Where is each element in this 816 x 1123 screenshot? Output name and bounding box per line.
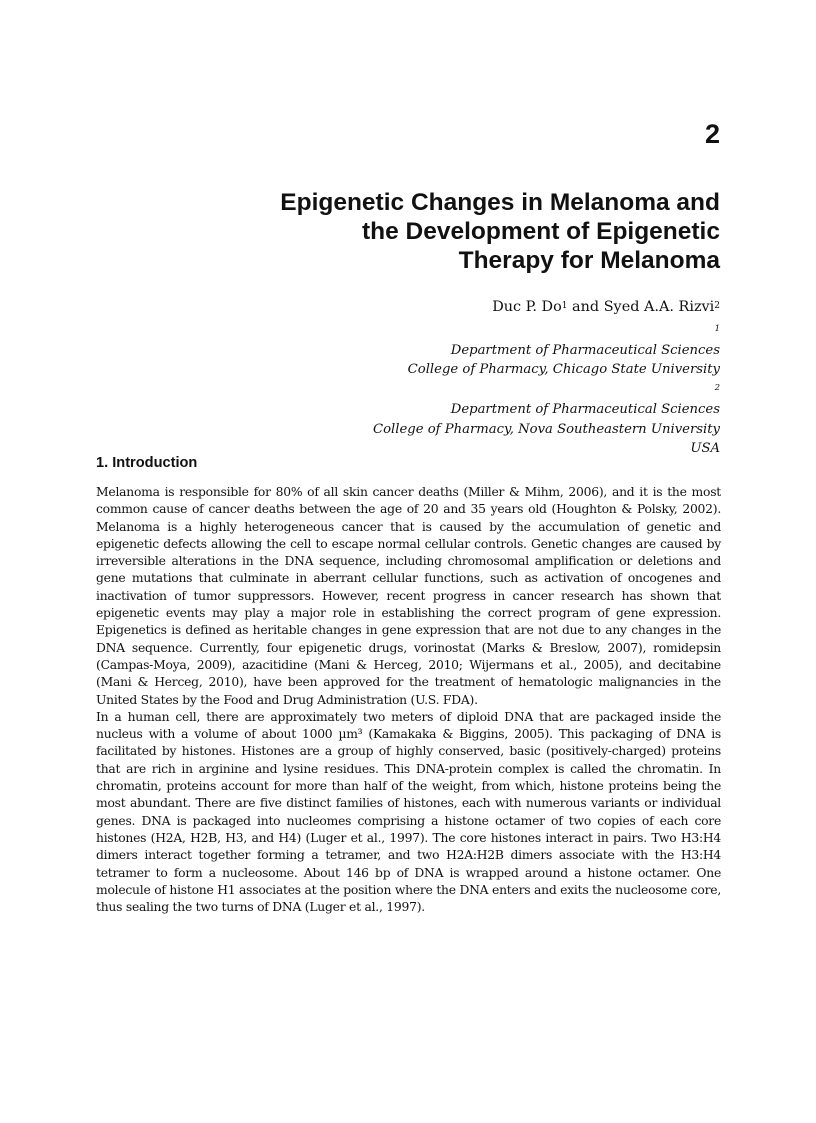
- author-joiner: and: [567, 299, 604, 315]
- chapter-title-line: the Development of Epigenetic: [361, 218, 720, 245]
- author-name: Duc P. Do: [492, 299, 562, 315]
- affiliation-block: [160, 321, 720, 459]
- affiliation-marker: 2: [714, 383, 720, 394]
- body-text: [96, 484, 721, 916]
- affiliation-line: College of Pharmacy, Chicago State University: [407, 362, 720, 378]
- affiliation-marker: 1: [561, 301, 568, 311]
- affiliation-line: College of Pharmacy, Nova Southeastern University: [373, 421, 720, 437]
- author-line: [160, 297, 720, 317]
- paragraph: In a human cell, there are approximately two meters of diploid DNA that are packaged inside the nucleus with a volume of about 1000 µm³ (Kamakaka & Biggins, 2005). This packaging of DNA is facilitated by histones. Histones are a group of highly conserved, basic (positively-charged) proteins that are rich in arginine and lysine residues. This DNA-protein complex is called the chromatin. In chromatin, proteins account for more than half of the weight, from which, histone proteins being the most abundant. There are five distinct families of histones, each with numerous variants or individual genes. DNA is packaged into nucleomes comprising a histone octamer of two copies of each core histones (H2A, H2B, H3, and H4) (Luger et al., 1997). The core histones interact in pairs. Two H3:H4 dimers interact together forming a tetramer, and two H2A:H2B dimers associate with the H3:H4 tetramer to form a nucleosome. About 146 bp of DNA is wrapped around a histone octamer. One molecule of histone H1 associates at the position where the DNA enters and exits the nucleosome core, thus sealing the two turns of DNA (Luger et al., 1997).: [96, 709, 721, 915]
- affiliation-department: Department of Pharmaceutical Sciences: [450, 342, 720, 358]
- affiliation-country: USA: [690, 441, 720, 457]
- author-name: Syed A.A. Rizvi: [603, 299, 715, 315]
- affiliation-line: [160, 321, 720, 360]
- section-heading: 1. Introduction: [96, 455, 198, 471]
- chapter-title-line: Therapy for Melanoma: [458, 247, 720, 274]
- paragraph: Melanoma is responsible for 80% of all skin cancer deaths (Miller & Mihm, 2006), and it is the most common cause of cancer deaths between the age of 20 and 35 years old (Houghton & Polsky, 2002). Melanoma is a highly heterogeneous cancer that is caused by the accumulation of genetic and epigenetic defects allowing the cell to escape normal cellular controls. Genetic changes are caused by irreversible alterations in the DNA sequence, including chromosomal amplification or deletions and gene mutations that culminate in aberrant cellular functions, such as activation of oncogenes and inactivation of tumor suppressors. However, recent progress in cancer research has shown that epigenetic events may play a major role in establishing the correct program of gene expression. Epigenetics is defined as heritable changes in gene expression that are not due to any changes in the DNA sequence. Currently, four epigenetic drugs, vorinostat (Marks & Breslow, 2007), romidepsin (Campas-Moya, 2009), azacitidine (Mani & Herceg, 2010; Wijermans et al., 2005), and decitabine (Mani & Herceg, 2010), have been approved for the treatment of hematologic malignancies in the United States by the Food and Drug Administration (U.S. FDA).: [96, 485, 721, 707]
- chapter-number: 2: [704, 119, 720, 149]
- affiliation-marker: 1: [714, 324, 720, 334]
- affiliation-line: [160, 380, 720, 419]
- chapter-title: [160, 188, 720, 275]
- chapter-title-line: Epigenetic Changes in Melanoma and: [280, 189, 720, 216]
- affiliation-department: Department of Pharmaceutical Sciences: [450, 401, 720, 417]
- affiliation-marker: 2: [714, 301, 720, 311]
